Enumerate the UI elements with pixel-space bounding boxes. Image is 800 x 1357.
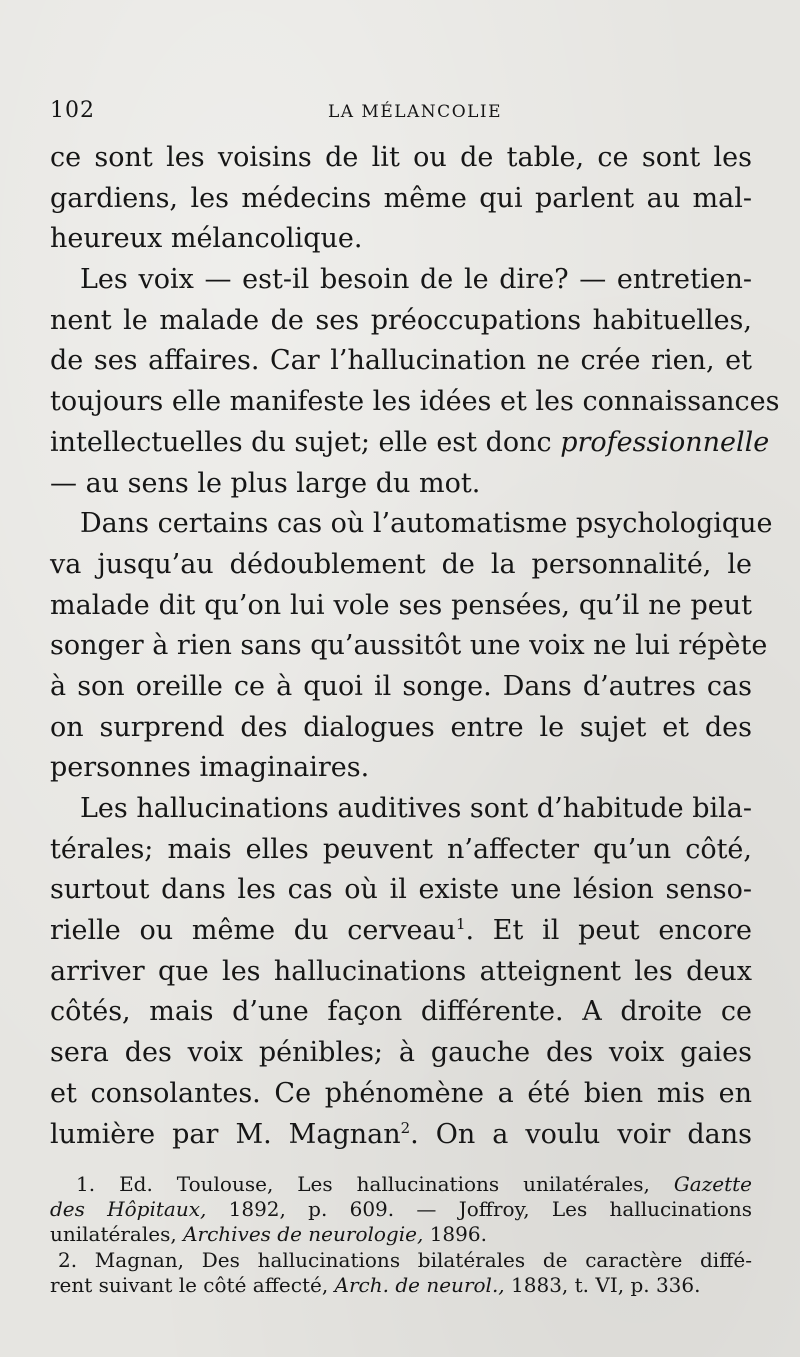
- footnote-text: 1883, t. VI, p. 336.: [511, 1272, 701, 1297]
- paragraph-start-line: Dans certains cas où l’automatisme psychologique: [80, 508, 773, 540]
- text-line: heureux mélancolique.: [50, 223, 363, 255]
- footnote-italic: Arch. de neurol.,: [334, 1272, 505, 1297]
- footnote-1: [50, 1172, 752, 1197]
- text-segment: . On a voulu voir dans: [410, 1118, 753, 1150]
- footnote-1-cont: [50, 1222, 752, 1247]
- text-line: personnes imaginaires.: [50, 752, 370, 784]
- footnote-italic: Gazette: [673, 1172, 753, 1196]
- text-line: nent le malade de ses préoccupations habituelles,: [50, 304, 752, 336]
- footnote-2: 2. Magnan, Des hallucinations bilatérales de caractère diffé-: [58, 1247, 752, 1272]
- footnote-2-cont: [50, 1273, 752, 1298]
- footnote-1-cont: [50, 1197, 752, 1222]
- text-line: côtés, mais d’une façon différente. A droite ce: [50, 996, 752, 1028]
- footnote-italic: des Hôpitaux,: [50, 1197, 207, 1222]
- text-line: à son oreille ce à quoi il songe. Dans d’autres cas: [50, 670, 752, 702]
- text-segment: lumière par M. Magnan: [50, 1118, 401, 1150]
- footnote-text: 1892, p. 609. — Joffroy, Les hallucinations: [228, 1197, 752, 1222]
- paragraph-start-line: Les hallucinations auditives sont d’habitude bila-: [80, 793, 752, 824]
- running-title: LA MÉLANCOLIE: [327, 102, 503, 122]
- text-line: malade dit qu’on lui vole ses pensées, qu’il ne peut: [50, 589, 752, 621]
- text-line: [50, 911, 752, 952]
- footnote-italic: Archives de neurologie,: [183, 1222, 424, 1247]
- text-line: va jusqu’au dédoublement de la personnalité, le: [50, 548, 752, 580]
- footnotes: [50, 1172, 752, 1298]
- footnote-ref-1: 1: [455, 915, 466, 934]
- body-text: [50, 138, 780, 1155]
- footnote-text: unilatérales,: [50, 1222, 177, 1247]
- text-line: térales; mais elles peuvent n’affecter qu’un côté,: [50, 833, 752, 865]
- text-line: [50, 1115, 752, 1156]
- text-line: songer à rien sans qu’aussitôt une voix ne lui répète: [50, 630, 768, 662]
- footnote-text: 1896.: [429, 1222, 487, 1247]
- footnote-ref-2: 2: [400, 1118, 411, 1137]
- page-header: [50, 98, 750, 124]
- text-segment: intellectuelles du sujet; elle est donc: [50, 426, 552, 458]
- text-line: surtout dans les cas où il existe une lésion senso-: [50, 874, 752, 906]
- text-line: toujours elle manifeste les idées et les connaissances: [50, 386, 780, 418]
- text-line: ce sont les voisins de lit ou de table, ce sont les: [50, 142, 752, 173]
- text-line: et consolantes. Ce phénomène a été bien mis en: [50, 1077, 752, 1109]
- text-line: de ses affaires. Car l’hallucination ne crée rien, et: [50, 345, 752, 377]
- footnote-text: rent suivant le côté affecté,: [50, 1272, 329, 1297]
- text-segment: . Et il peut encore: [465, 915, 752, 947]
- paragraph-start-line: Les voix — est-il besoin de le dire? — entretien-: [80, 264, 752, 296]
- text-line: on surprend des dialogues entre le sujet et des: [50, 711, 752, 743]
- text-segment: rielle ou même du cerveau: [50, 915, 456, 947]
- footnote-text: 1. Ed. Toulouse, Les hallucinations unilatérales,: [76, 1172, 650, 1196]
- text-line: sera des voix pénibles; à gauche des voix gaies: [50, 1037, 752, 1069]
- italic-term: professionnelle: [560, 426, 770, 458]
- text-line: — au sens le plus large du mot.: [50, 467, 481, 499]
- text-line: [50, 423, 770, 464]
- page-number: 102: [50, 98, 95, 123]
- text-line: arriver que les hallucinations atteignent les deux: [50, 955, 752, 987]
- text-line: gardiens, les médecins même qui parlent au mal-: [50, 182, 752, 214]
